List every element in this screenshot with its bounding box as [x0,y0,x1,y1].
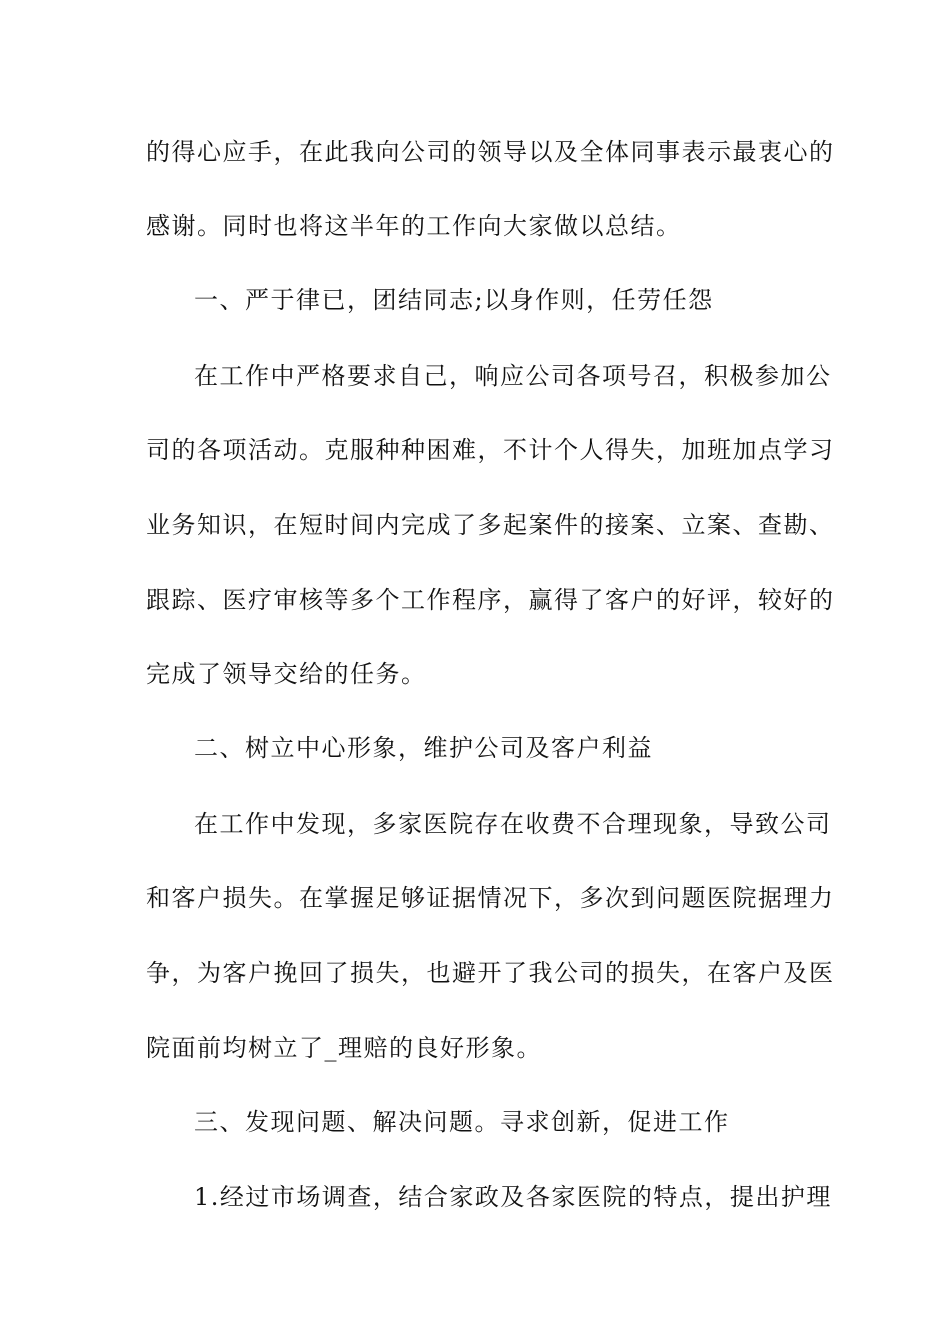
text-line-15: 1.经过市场调查，结合家政及各家医院的特点，提出护理 [194,1183,832,1211]
text-line-12: 争，为客户挽回了损失，也避开了我公司的损失，在客户及医 [146,959,835,987]
text-line-7: 跟踪、医疗审核等多个工作程序，赢得了客户的好评，较好的 [146,586,835,614]
text-line-6: 业务知识，在短时间内完成了多起案件的接案、立案、查勘、 [146,511,835,539]
section-heading-2: 二、树立中心形象，维护公司及客户利益 [194,734,653,762]
text-line-4: 在工作中严格要求自己，响应公司各项号召，积极参加公 [194,362,832,390]
text-line-11: 和客户损失。在掌握足够证据情况下，多次到问题医院据理力 [146,884,835,912]
text-line-5: 司的各项活动。克服种种困难，不计个人得失，加班加点学习 [146,436,835,464]
text-line-2: 感谢。同时也将这半年的工作向大家做以总结。 [146,212,682,240]
section-heading-1: 一、严于律已，团结同志;以身作则，任劳任怨 [194,286,714,314]
text-line-1: 的得心应手，在此我向公司的领导以及全体同事表示最衷心的 [146,138,835,166]
text-line-10: 在工作中发现，多家医院存在收费不合理现象，导致公司 [194,810,832,838]
text-line-8: 完成了领导交给的任务。 [146,660,427,688]
section-heading-3: 三、发现问题、解决问题。寻求创新，促进工作 [194,1108,730,1136]
text-line-13: 院面前均树立了_理赔的良好形象。 [146,1034,542,1062]
